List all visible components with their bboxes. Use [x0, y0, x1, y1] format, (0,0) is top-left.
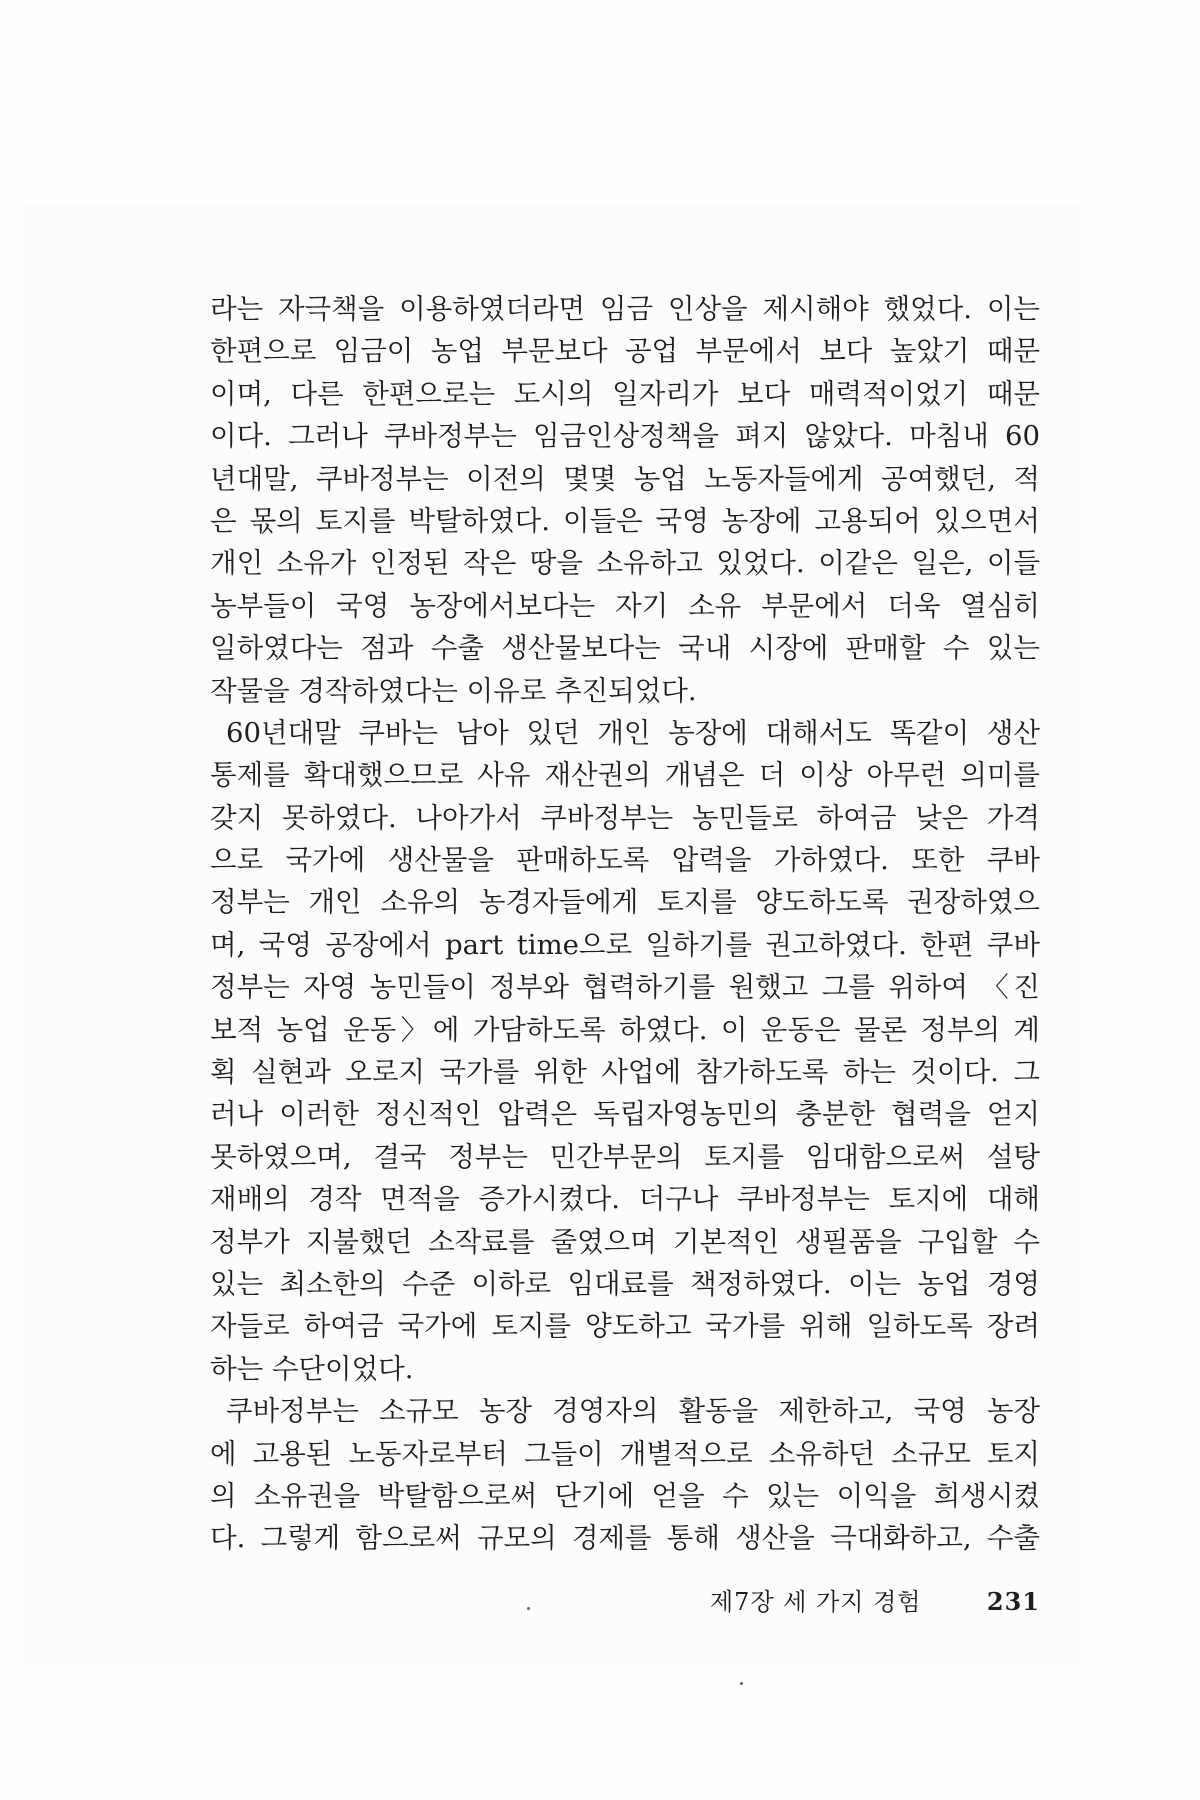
text-line: 갖지 못하였다. 나아가서 쿠바정부는 농민들로 하여금 낮은 가격	[210, 801, 1040, 834]
scan-speck	[740, 1682, 743, 1685]
text-line: 못하였으며, 결국 정부는 민간부문의 토지를 임대함으로써 설탕	[210, 1140, 1040, 1173]
text-line: 있는 최소한의 수준 이하로 임대료를 책정하였다. 이는 농업 경영	[210, 1267, 1040, 1300]
text-line: 재배의 경작 면적을 증가시켰다. 더구나 쿠바정부는 토지에 대해	[210, 1183, 1040, 1216]
text-line: 다. 그렇게 함으로써 규모의 경제를 통해 생산을 극대화하고, 수출	[210, 1522, 1040, 1555]
paragraph-start-line: 60년대말 쿠바는 남아 있던 개인 농장에 대해서도 똑같이 생산	[226, 716, 1040, 749]
text-line: 라는 자극책을 이용하였더라면 임금 인상을 제시해야 했었다. 이는	[210, 293, 1040, 325]
text-line: 하는 수단이었다.	[210, 1352, 414, 1385]
text-line: 은 몫의 토지를 박탈하였다. 이들은 국영 농장에 고용되어 있으면서	[210, 504, 1040, 537]
text-line: 일하였다는 점과 수출 생산물보다는 국내 시장에 판매할 수 있는	[210, 632, 1040, 665]
text-line: 이다. 그러나 쿠바정부는 임금인상정책을 펴지 않았다. 마침내 60	[210, 420, 1040, 453]
text-line: 작물을 경작하였다는 이유로 추진되었다.	[210, 674, 697, 707]
running-head: 제7장 세 가지 경험	[710, 1588, 922, 1616]
text-line: 정부가 지불했던 소작료를 줄였으며 기본적인 생필품을 구입할 수	[210, 1225, 1040, 1258]
text-line: 의 소유권을 박탈함으로써 단기에 얻을 수 있는 이익을 희생시켰	[210, 1479, 1040, 1512]
paragraph-start-line: 쿠바정부는 소규모 농장 경영자의 활동을 제한하고, 국영 농장	[226, 1395, 1040, 1428]
text-line: 년대말, 쿠바정부는 이전의 몇몇 농업 노동자들에게 공여했던, 적	[210, 462, 1040, 495]
text-line: 자들로 하여금 국가에 토지를 양도하고 국가를 위해 일하도록 장려	[210, 1310, 1040, 1343]
text-line: 정부는 개인 소유의 농경자들에게 토지를 양도하도록 권장하였으	[210, 886, 1040, 919]
page-footer	[710, 1582, 1040, 1617]
text-line: 보적 농업 운동〉에 가담하도록 하였다. 이 운동은 물론 정부의 계	[210, 1013, 1040, 1046]
text-line: 한편으로 임금이 농업 부문보다 공업 부문에서 보다 높았기 때문	[210, 335, 1040, 368]
body-text	[210, 288, 1040, 1560]
text-line: 이며, 다른 한편으로는 도시의 일자리가 보다 매력적이었기 때문	[210, 377, 1040, 410]
text-line: 획 실현과 오로지 국가를 위한 사업에 참가하도록 하는 것이다. 그	[210, 1056, 1040, 1089]
text-line: 으로 국가에 생산물을 판매하도록 압력을 가하였다. 또한 쿠바	[210, 844, 1040, 877]
text-line: 에 고용된 노동자로부터 그들이 개별적으로 소유하던 소규모 토지	[210, 1437, 1040, 1470]
text-line: 개인 소유가 인정된 작은 땅을 소유하고 있었다. 이같은 일은, 이들	[210, 547, 1040, 580]
text-line: 정부는 자영 농민들이 정부와 협력하기를 원했고 그를 위하여 〈진	[210, 971, 1040, 1004]
text-line: 러나 이러한 정신적인 압력은 독립자영농민의 충분한 협력을 얻지	[210, 1098, 1040, 1131]
scan-speck	[527, 1607, 530, 1610]
text-line: 농부들이 국영 농장에서보다는 자기 소유 부문에서 더욱 열심히	[210, 589, 1040, 622]
text-line: 며, 국영 공장에서 part time으로 일하기를 권고하였다. 한편 쿠바	[210, 928, 1040, 961]
text-line: 통제를 확대했으므로 사유 재산권의 개념은 더 이상 아무런 의미를	[210, 759, 1040, 792]
page-number: 231	[986, 1587, 1040, 1616]
